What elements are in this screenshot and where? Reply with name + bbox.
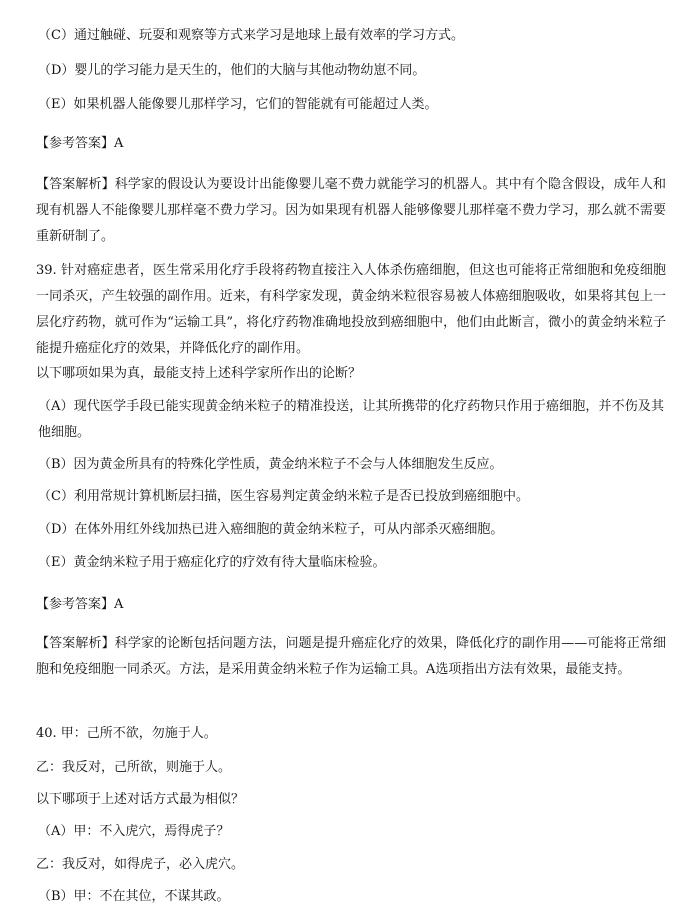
q40-reply: 乙：我反对，己所欲，则施于人。 — [36, 760, 232, 775]
q40-option-a: （A）甲：不入虎穴，焉得虎子？ — [38, 824, 230, 839]
q39-option-b: （B）因为黄金所具有的特殊化学性质，黄金纳米粒子不会与人体细胞发生反应。 — [38, 457, 503, 472]
q38-option-e: （E）如果机器人能像婴儿那样学习，它们的智能就有可能超过人类。 — [38, 97, 438, 112]
q40-option-a-reply: 乙：我反对，如得虎子，必入虎穴。 — [36, 857, 245, 872]
q38-option-d: （D）婴儿的学习能力是天生的，他们的大脑与其他动物幼崽不同。 — [38, 63, 426, 78]
q39-analysis: 【答案解析】科学家的论断包括问题方法，问题是提升癌症化疗的效果，降低化疗的副作用——可能将正常细胞和免疫细胞一同杀灭。方法，是采用黄金纳米粒子作为运输工具。A选项指出方法有效果，最能支持。 — [36, 636, 666, 677]
q40-question: 以下哪项于上述对话方式最为相似？ — [36, 792, 245, 807]
q39-option-d: （D）在体外用红外线加热已进入癌细胞的黄金纳米粒子，可从内部杀灭癌细胞。 — [38, 522, 504, 537]
q38-option-c: （C）通过触碰、玩耍和观察等方式来学习是地球上最有效率的学习方式。 — [38, 28, 464, 43]
q38-analysis: 【答案解析】科学家的假设认为要设计出能像婴儿毫不费力就能学习的机器人。其中有个隐含假设，成年人和现有机器人不能像婴儿那样毫不费力学习。因为如果现有机器人能够像婴儿那样毫不费力学习，那么就不需要重新研制了。 — [36, 177, 666, 244]
q38-answer: 【参考答案】A — [36, 136, 124, 151]
q39-option-a: （A）现代医学手段已能实现黄金纳米粒子的精准投送，让其所携带的化疗药物只作用于癌细胞，并不伤及其他细胞。 — [38, 399, 664, 440]
q39-option-c: （C）利用常规计算机断层扫描，医生容易判定黄金纳米粒子是否已投放到癌细胞中。 — [38, 489, 529, 504]
q39-stem: 39. 针对癌症患者，医生常采用化疗手段将药物直接注入人体杀伤癌细胞，但这也可能将正常细胞和免疫细胞一同杀灭，产生较强的副作用。近来，有科学家发现，黄金纳米粒很容易被人体癌细胞吸收，如果将其包上一层化疗药物，就可作为“运输工具”，将化疗药物准确地投放到癌细胞中，他们由此断言，微小的黄金纳米粒子能提升癌症化疗的效果，并降低化疗的副作用。 — [36, 263, 666, 356]
q40-stem: 40. 甲：己所不欲，勿施于人。 — [36, 726, 217, 741]
q39-answer: 【参考答案】A — [36, 597, 124, 612]
q39-question: 以下哪项如果为真，最能支持上述科学家所作出的论断？ — [36, 366, 362, 381]
q39-option-e: （E）黄金纳米粒子用于癌症化疗的疗效有待大量临床检验。 — [38, 555, 386, 570]
q40-option-b: （B）甲：不在其位，不谋其政。 — [38, 889, 230, 904]
